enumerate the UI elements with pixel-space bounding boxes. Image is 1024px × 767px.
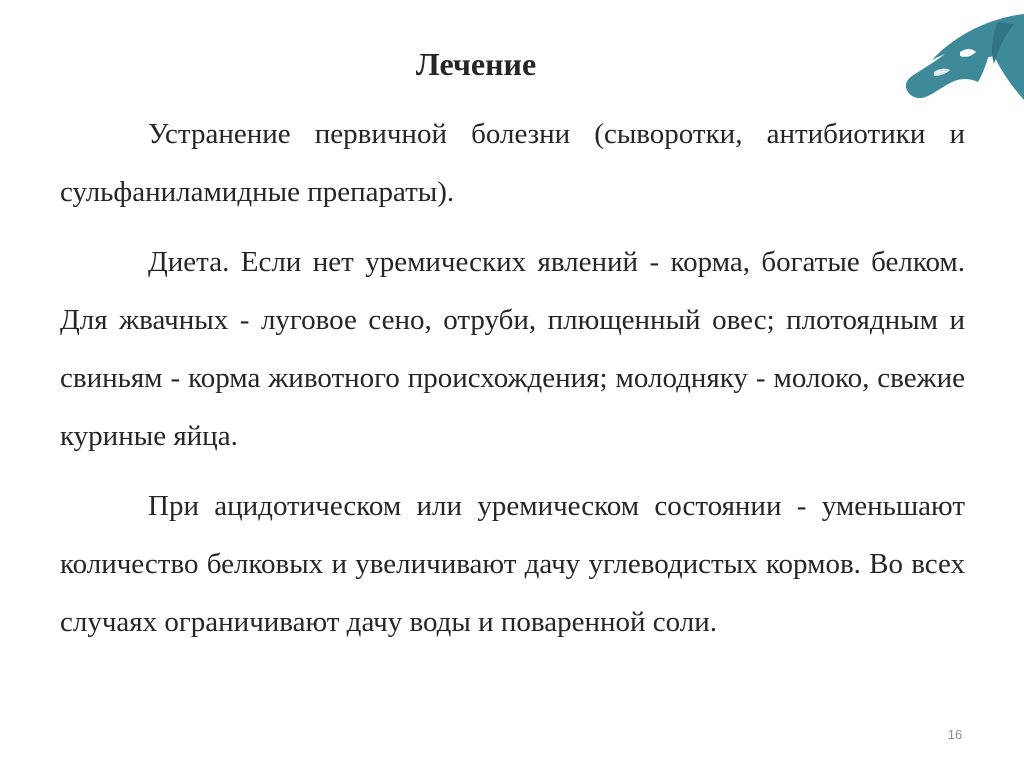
slide-body (60, 105, 965, 651)
paragraph-acidosis: При ацидотическом или уремическом состоянии - уменьшают количество белковых и увеличивают дачу углеводистых кормов. Во всех случаях ограничивают дачу воды и поваренной соли. (60, 490, 965, 638)
paragraph-treatment: Устранение первичной болезни (сыворотки, антибиотики и сульфаниламидные препараты). (60, 118, 965, 208)
page-number: 16 (947, 727, 963, 742)
paragraph-diet: Диета. Если нет уремических явлений - корма, богатые белком. Для жвачных - луговое сено, отруби, плющенный овес; плотоядным и свиньям - корма животного происхождения; молодняку - молоко, свежие куриные яйца. (60, 246, 965, 452)
slide-title: Лечение (415, 46, 537, 82)
